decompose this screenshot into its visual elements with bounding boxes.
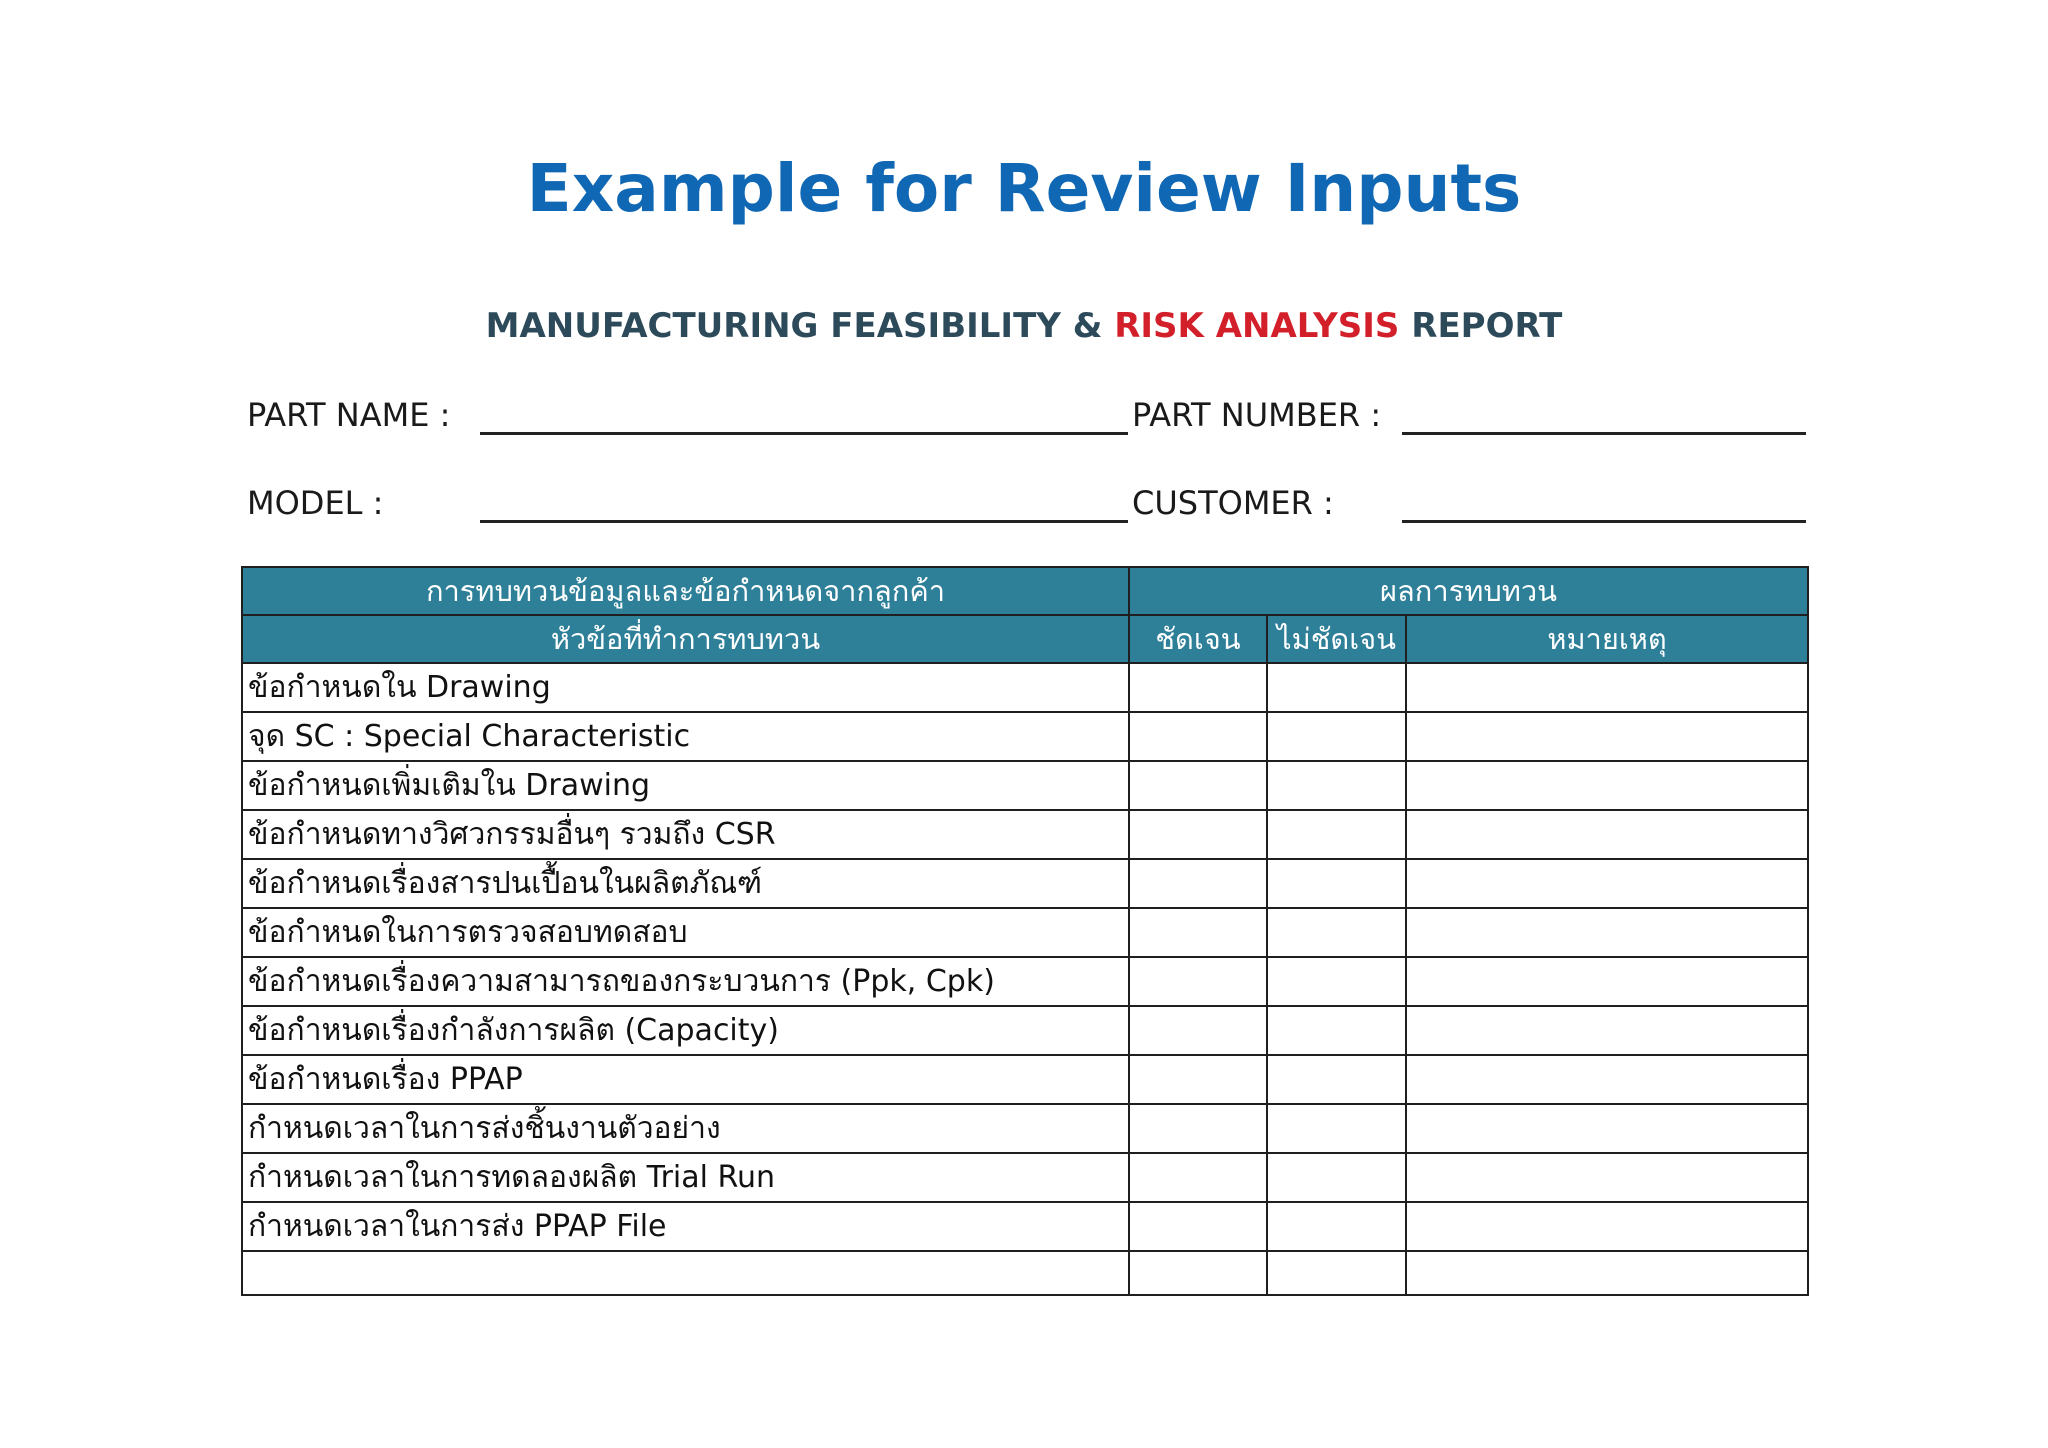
review-topic-cell: ข้อกำหนดใน Drawing	[242, 663, 1129, 712]
review-topic-cell	[242, 1251, 1129, 1295]
remark-cell[interactable]	[1406, 761, 1808, 810]
unclear-cell[interactable]	[1267, 908, 1406, 957]
unclear-cell[interactable]	[1267, 663, 1406, 712]
table-row	[242, 957, 1808, 1006]
header-remark: หมายเหตุ	[1406, 615, 1808, 663]
review-table	[241, 566, 1809, 1296]
remark-cell[interactable]	[1406, 1202, 1808, 1251]
table-row	[242, 1104, 1808, 1153]
remark-cell[interactable]	[1406, 712, 1808, 761]
review-topic-cell: ข้อกำหนดเรื่อง PPAP	[242, 1055, 1129, 1104]
remark-cell[interactable]	[1406, 810, 1808, 859]
part-number-label: PART NUMBER :	[1132, 396, 1382, 434]
review-topic-cell: ข้อกำหนดเรื่องสารปนเปื้อนในผลิตภัณฑ์	[242, 859, 1129, 908]
remark-cell[interactable]	[1406, 1104, 1808, 1153]
report-heading-risk: RISK ANALYSIS	[1114, 306, 1400, 346]
table-row	[242, 761, 1808, 810]
review-topic-cell: ข้อกำหนดเพิ่มเติมใน Drawing	[242, 761, 1129, 810]
clear-cell[interactable]	[1129, 908, 1267, 957]
unclear-cell[interactable]	[1267, 859, 1406, 908]
customer-label: CUSTOMER :	[1132, 484, 1334, 522]
unclear-cell[interactable]	[1267, 1104, 1406, 1153]
review-topic-cell: ข้อกำหนดเรื่องความสามารถของกระบวนการ (Ppk, Cpk)	[242, 957, 1129, 1006]
remark-cell[interactable]	[1406, 1251, 1808, 1295]
clear-cell[interactable]	[1129, 761, 1267, 810]
unclear-cell[interactable]	[1267, 761, 1406, 810]
table-row	[242, 1055, 1808, 1104]
review-topic-cell: กำหนดเวลาในการส่งชิ้นงานตัวอย่าง	[242, 1104, 1129, 1153]
clear-cell[interactable]	[1129, 1104, 1267, 1153]
header-unclear: ไม่ชัดเจน	[1267, 615, 1406, 663]
clear-cell[interactable]	[1129, 1202, 1267, 1251]
remark-cell[interactable]	[1406, 1055, 1808, 1104]
header-clear: ชัดเจน	[1129, 615, 1267, 663]
review-topic-cell: ข้อกำหนดเรื่องกำลังการผลิต (Capacity)	[242, 1006, 1129, 1055]
table-row	[242, 1006, 1808, 1055]
table-row	[242, 1202, 1808, 1251]
table-row	[242, 908, 1808, 957]
customer-line[interactable]	[1402, 520, 1806, 523]
report-heading	[0, 306, 2048, 346]
part-name-line[interactable]	[480, 432, 1128, 435]
clear-cell[interactable]	[1129, 663, 1267, 712]
header-review-topic: หัวข้อที่ทำการทบทวน	[242, 615, 1129, 663]
remark-cell[interactable]	[1406, 859, 1808, 908]
review-table-body	[242, 663, 1808, 1295]
clear-cell[interactable]	[1129, 1006, 1267, 1055]
part-name-label: PART NAME :	[247, 396, 451, 434]
model-label: MODEL :	[247, 484, 384, 522]
clear-cell[interactable]	[1129, 859, 1267, 908]
remark-cell[interactable]	[1406, 1153, 1808, 1202]
table-row	[242, 859, 1808, 908]
remark-cell[interactable]	[1406, 908, 1808, 957]
clear-cell[interactable]	[1129, 1153, 1267, 1202]
clear-cell[interactable]	[1129, 712, 1267, 761]
review-topic-cell: กำหนดเวลาในการทดลองผลิต Trial Run	[242, 1153, 1129, 1202]
unclear-cell[interactable]	[1267, 1251, 1406, 1295]
review-topic-cell: กำหนดเวลาในการส่ง PPAP File	[242, 1202, 1129, 1251]
report-heading-part1: MANUFACTURING FEASIBILITY &	[485, 306, 1115, 346]
review-table-header	[242, 567, 1808, 663]
remark-cell[interactable]	[1406, 1006, 1808, 1055]
table-row	[242, 1153, 1808, 1202]
remark-cell[interactable]	[1406, 957, 1808, 1006]
unclear-cell[interactable]	[1267, 1153, 1406, 1202]
model-line[interactable]	[480, 520, 1128, 523]
unclear-cell[interactable]	[1267, 957, 1406, 1006]
part-number-line[interactable]	[1402, 432, 1806, 435]
table-row	[242, 712, 1808, 761]
unclear-cell[interactable]	[1267, 1055, 1406, 1104]
unclear-cell[interactable]	[1267, 712, 1406, 761]
clear-cell[interactable]	[1129, 1055, 1267, 1104]
unclear-cell[interactable]	[1267, 1006, 1406, 1055]
table-row	[242, 810, 1808, 859]
review-topic-cell: ข้อกำหนดทางวิศวกรรมอื่นๆ รวมถึง CSR	[242, 810, 1129, 859]
table-row	[242, 1251, 1808, 1295]
page-title: Example for Review Inputs	[526, 150, 1522, 227]
header-review-topic-group: การทบทวนข้อมูลและข้อกำหนดจากลูกค้า	[242, 567, 1129, 615]
unclear-cell[interactable]	[1267, 810, 1406, 859]
clear-cell[interactable]	[1129, 810, 1267, 859]
report-heading-part2: REPORT	[1399, 306, 1563, 346]
table-row	[242, 663, 1808, 712]
review-topic-cell: ข้อกำหนดในการตรวจสอบทดสอบ	[242, 908, 1129, 957]
unclear-cell[interactable]	[1267, 1202, 1406, 1251]
review-topic-cell: จุด SC : Special Characteristic	[242, 712, 1129, 761]
clear-cell[interactable]	[1129, 1251, 1267, 1295]
header-review-result: ผลการทบทวน	[1129, 567, 1808, 615]
remark-cell[interactable]	[1406, 663, 1808, 712]
clear-cell[interactable]	[1129, 957, 1267, 1006]
